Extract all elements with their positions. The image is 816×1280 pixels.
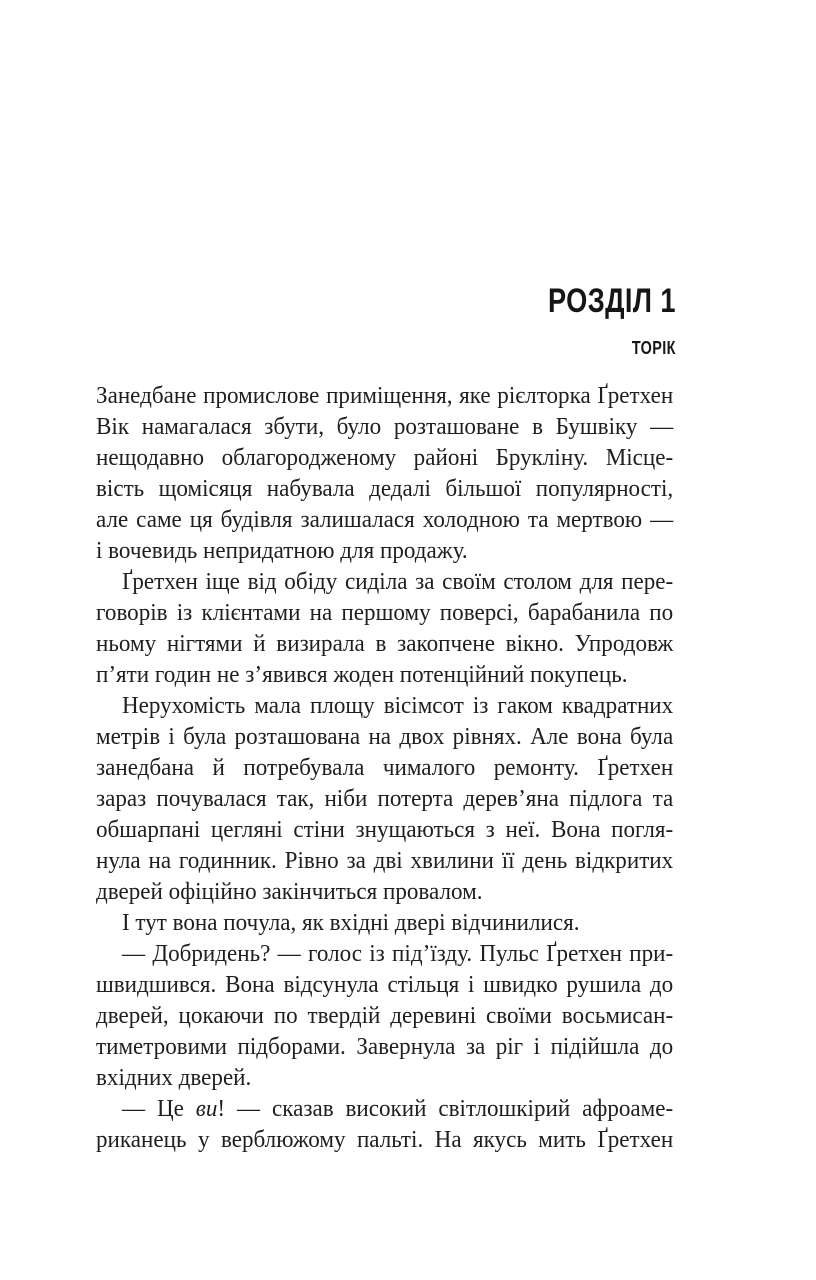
text-segment: швидшився. Вона відсунула стільця і швидко рушила до — [96, 972, 674, 998]
text-line — [96, 1001, 673, 1032]
text-segment: — Добридень? — голос із під’їзду. Пульс Ґретхен при- — [121, 941, 674, 967]
text-line — [96, 784, 673, 815]
text-line — [96, 1032, 673, 1063]
text-line — [96, 846, 673, 877]
text-segment: обшарпані цегляні стіни знущаються з неї. Вона погля- — [96, 817, 674, 843]
chapter-subtitle: ТОРІК — [631, 338, 676, 358]
text-line — [96, 412, 673, 443]
text-line — [96, 691, 673, 722]
text-segment: І тут вона почула, як вхідні двері відчинилися. — [121, 910, 580, 936]
text-line — [96, 536, 673, 567]
text-segment: п’яти годин не з’явився жоден потенційний покупець. — [96, 662, 628, 688]
text-segment: зараз почувалася так, ніби потерта дерев’яна підлога та — [96, 786, 674, 812]
text-segment: дверей офіційно закінчиться провалом. — [96, 879, 483, 905]
text-line — [96, 660, 673, 691]
text-segment: Ґретхен іще від обіду сиділа за своїм столом для пере- — [121, 569, 674, 595]
text-line — [96, 505, 673, 536]
text-segment: — Це — [121, 1096, 196, 1122]
text-segment: ! — сказав високий світлошкірий афроаме- — [217, 1096, 674, 1122]
text-segment: і вочевидь непридатною для продажу. — [96, 538, 468, 564]
text-line — [96, 815, 673, 846]
emphasized-text: ви — [195, 1096, 218, 1122]
text-segment: дверей, цокаючи по твердій деревині своїми восьмисан- — [96, 1003, 674, 1029]
text-segment: ньому нігтями й визирала в закопчене вікно. Упродовж — [96, 631, 674, 657]
text-line — [96, 598, 673, 629]
text-line — [96, 1125, 673, 1156]
text-segment: занедбана й потребувала чималого ремонту. Ґретхен — [96, 755, 674, 781]
text-segment: тиметровими підборами. Завернула за ріг і підійшла до — [96, 1034, 674, 1060]
text-segment: вість щомісяця набувала дедалі більшої популярності, — [96, 476, 674, 502]
text-segment: нещодавно облагородженому районі Брукліну. Місце- — [96, 445, 674, 471]
text-line — [96, 970, 673, 1001]
text-line — [96, 443, 673, 474]
text-segment: риканець у верблюжому пальті. На якусь мить Ґретхен — [96, 1127, 674, 1153]
text-segment: вхідних дверей. — [96, 1065, 252, 1091]
text-line — [96, 753, 673, 784]
text-line — [96, 939, 673, 970]
text-line — [96, 567, 673, 598]
body-text — [96, 381, 673, 1156]
text-line — [96, 474, 673, 505]
text-line — [96, 908, 673, 939]
text-line — [96, 629, 673, 660]
text-line — [96, 1094, 673, 1125]
text-segment: метрів і була розташована на двох рівнях. Але вона була — [96, 724, 674, 750]
text-segment: Вік намагалася збути, було розташоване в Бушвіку — — [96, 414, 674, 440]
text-segment: говорів із клієнтами на першому поверсі, барабанила по — [96, 600, 674, 626]
text-line — [96, 877, 673, 908]
text-segment: Занедбане промислове приміщення, яке рієлторка Ґретхен — [96, 383, 674, 409]
text-line — [96, 722, 673, 753]
text-segment: але саме ця будівля залишалася холодною та мертвою — — [96, 507, 674, 533]
text-line — [96, 381, 673, 412]
chapter-title: РОЗДІЛ 1 — [548, 282, 676, 320]
chapter-header — [516, 284, 676, 357]
text-line — [96, 1063, 673, 1094]
text-segment: Нерухомість мала площу вісімсот із гаком квадратних — [121, 693, 674, 719]
text-segment: нула на годинник. Рівно за дві хвилини її день відкритих — [96, 848, 674, 874]
